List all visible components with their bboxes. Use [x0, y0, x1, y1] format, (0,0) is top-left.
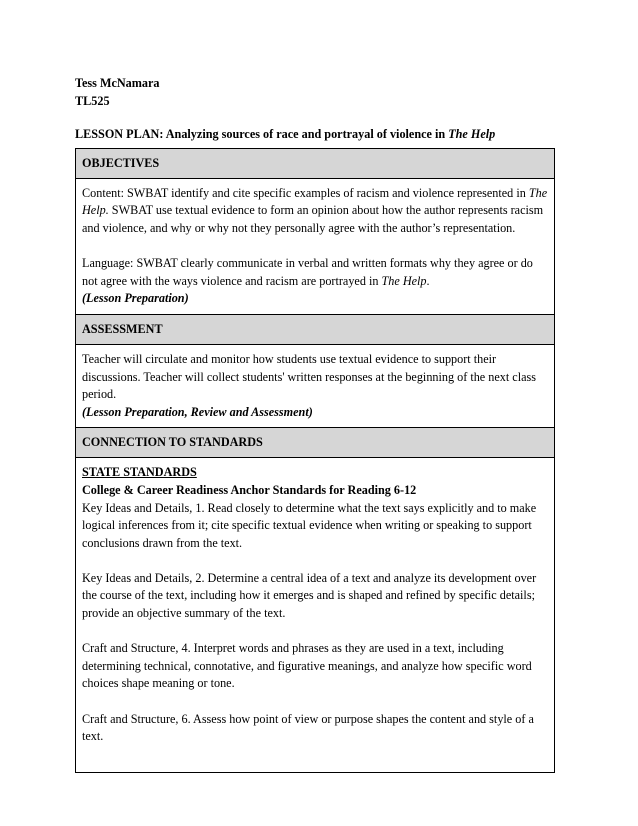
lesson-plan-title — [75, 126, 555, 144]
course-code: TL525 — [75, 93, 110, 108]
objectives-content — [82, 185, 548, 238]
objectives-heading: OBJECTIVES — [76, 148, 555, 178]
standards-subtitle: College & Career Readiness Anchor Standards for Reading 6-12 — [82, 482, 417, 497]
standards-body — [76, 458, 555, 773]
objectives-body — [76, 178, 555, 314]
document-page — [75, 75, 555, 773]
assessment-text: Teacher will circulate and monitor how students use textual evidence to support their discussions. Teacher will collect students' written responses at the beginning of the next class period. — [82, 351, 536, 402]
lesson-plan-label: LESSON PLAN: Analyzing sources of race and portrayal of violence in — [75, 127, 449, 142]
assessment-heading: ASSESSMENT — [76, 314, 555, 344]
objectives-content-text: Content: SWBAT identify and cite specific examples of racism and violence represented in — [82, 185, 529, 200]
objectives-language-text: Language: SWBAT clearly communicate in verbal and written formats why they agree or do not agree with the ways violence and racism are portrayed in — [82, 256, 533, 288]
objectives-note: (Lesson Preparation) — [82, 291, 189, 306]
author-name: Tess McNamara — [75, 76, 160, 90]
standard-item: Key Ideas and Details, 2. Determine a central idea of a text and analyze its development over the course of the text, including how it emerges and is shaped and refined by specific details; provide an objective summary of the text. — [82, 570, 537, 621]
assessment-note: (Lesson Preparation, Review and Assessment) — [82, 404, 313, 419]
objectives-content-text-2: SWBAT use textual evidence to form an opinion about how the author represents racism and violence, and why or why not they personally agree with the author’s representation. — [82, 203, 544, 235]
objectives-content-book: The Help. — [82, 185, 548, 218]
standard-item: Craft and Structure, 4. Interpret words and phrases as they are used in a text, including determining technical, connotative, and figurative meanings, and analyze how specific word choices shape meaning or tone. — [82, 641, 532, 691]
objectives-language — [82, 255, 548, 290]
standard-item: Craft and Structure, 6. Assess how point of view or purpose shapes the content and style of a text. — [82, 711, 534, 744]
standard-item: Key Ideas and Details, 1. Read closely to determine what the text says explicitly and to make logical inferences from it; cite specific textual evidence when writing or speaking to support conclusions drawn from the text. — [82, 500, 537, 550]
lesson-plan-table — [75, 148, 555, 773]
assessment-body — [76, 344, 555, 427]
lesson-plan-book-title: The Help — [448, 127, 496, 142]
standards-heading: CONNECTION TO STANDARDS — [76, 428, 555, 458]
state-standards-label: STATE STANDARDS — [82, 465, 197, 480]
objectives-language-book: The Help — [381, 273, 427, 288]
objectives-language-end: . — [426, 273, 430, 288]
